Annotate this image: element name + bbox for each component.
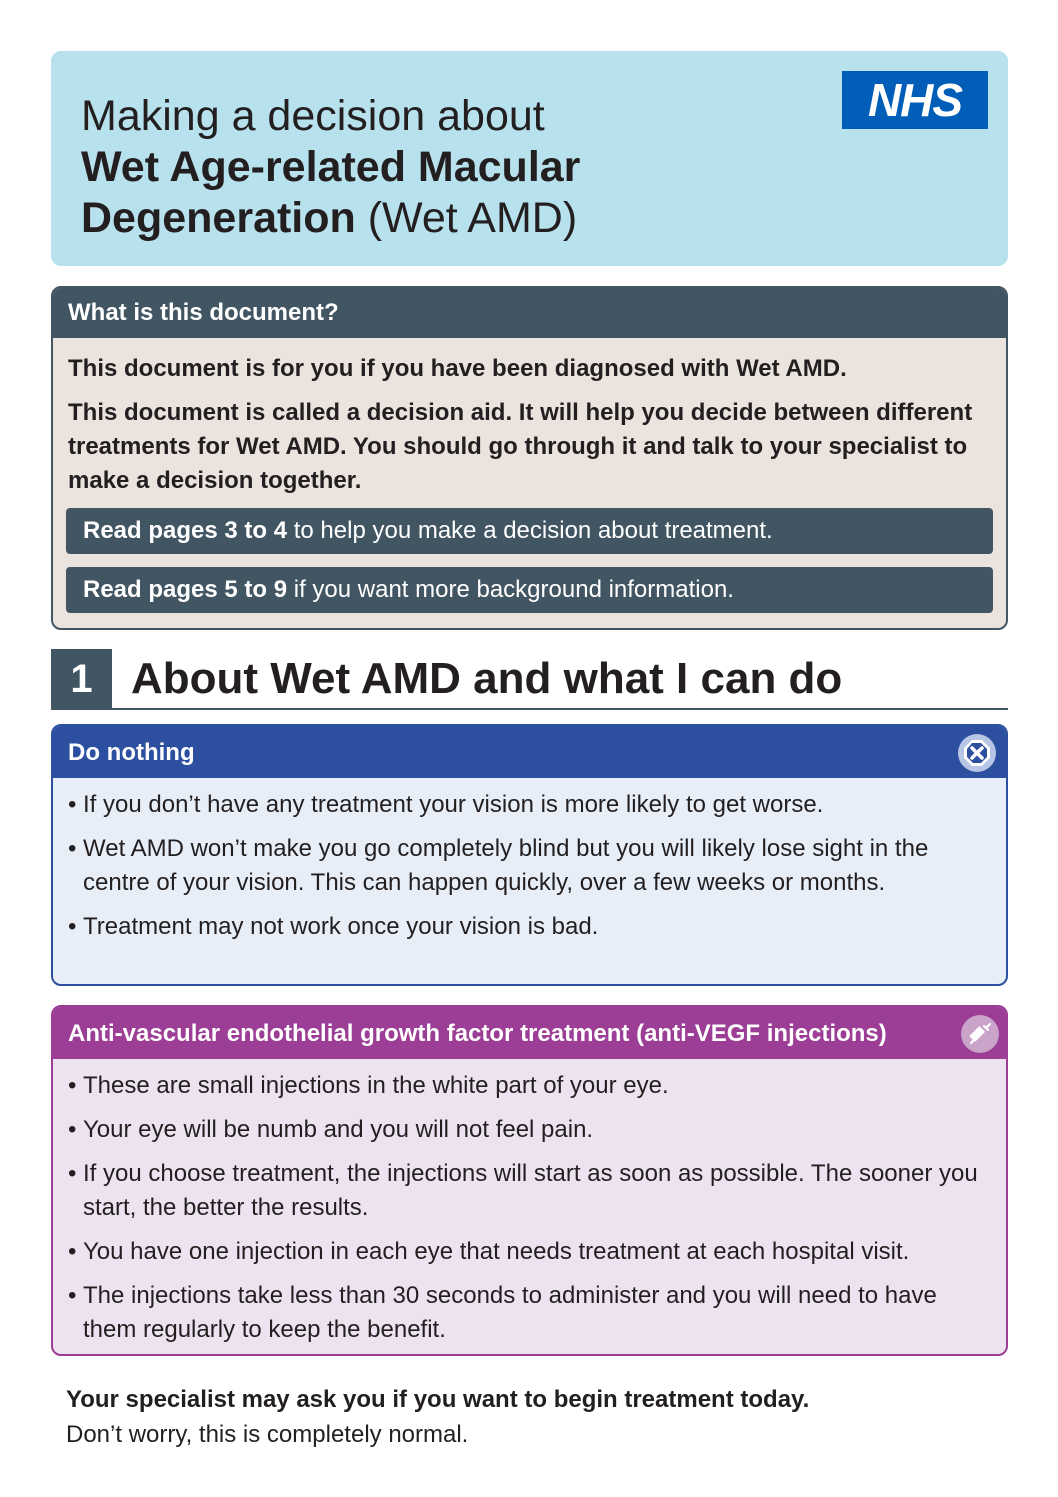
what-is-this-document-panel [51,286,1008,630]
option-do-nothing [51,724,1008,986]
option-anti-vegf [51,1005,1008,1356]
option-do-nothing-title: Do nothing [68,739,195,766]
option-anti-vegf-heading [53,1007,1006,1059]
closing-bold-text: Your specialist may ask you if you want to begin treatment today. [66,1386,810,1413]
closing-normal-text: Don’t worry, this is completely normal. [66,1421,469,1448]
header-banner [51,51,1008,266]
option-do-nothing-list [53,778,1006,944]
list-item: • If you don’t have any treatment your vision is more likely to get worse. [68,788,991,822]
read1-bold: Read pages 3 to 4 [83,517,288,544]
nhs-logo-text: NHS [867,74,963,126]
list-item: • You have one injection in each eye that needs treatment at each hospital visit. [68,1235,991,1269]
what-is-paragraph-1: This document is for you if you have been diagnosed with Wet AMD. [68,355,847,382]
list-item: • These are small injections in the white part of your eye. [68,1069,991,1103]
title-line-3-bold: Degeneration [81,194,356,242]
option-anti-vegf-list [53,1059,1006,1347]
list-item: • If you choose treatment, the injections will start as soon as possible. The sooner you start, the better the results. [68,1157,991,1225]
option-do-nothing-heading [53,726,1006,778]
what-is-paragraph-2: This document is called a decision aid. It will help you decide between different treatments for Wet AMD. You should go through it and talk to your specialist to make a decision together. [68,399,973,494]
title-line-1: Making a decision about [81,92,545,140]
read2-bold: Read pages 5 to 9 [83,576,288,603]
cross-icon [958,734,996,772]
list-item: • Your eye will be numb and you will not feel pain. [68,1113,991,1147]
section-number: 1 [51,649,112,710]
syringe-icon [961,1015,999,1053]
title-line-3-rest: (Wet AMD) [355,194,578,242]
read-pages-3-4-bar [66,508,993,554]
read-pages-5-9-bar [66,567,993,613]
title-line-2: Wet Age-related Macular [81,143,581,191]
option-anti-vegf-title: Anti-vascular endothelial growth factor treatment (anti-VEGF injections) [68,1020,887,1047]
title-line-3 [81,193,577,245]
section-divider [112,708,1008,710]
nhs-logo [842,71,988,129]
list-item: • Treatment may not work once your vision is bad. [68,910,991,944]
read2-rest: if you want more background information. [287,576,734,603]
list-item: • Wet AMD won’t make you go completely blind but you will likely lose sight in the centre of your vision. This can happen quickly, over a few weeks or months. [68,832,991,900]
read1-rest: to help you make a decision about treatment. [287,517,773,544]
list-item: • The injections take less than 30 seconds to administer and you will need to have them regularly to keep the benefit. [68,1279,991,1347]
what-is-heading: What is this document? [53,288,1006,338]
section-title: About Wet AMD and what I can do [131,654,843,703]
